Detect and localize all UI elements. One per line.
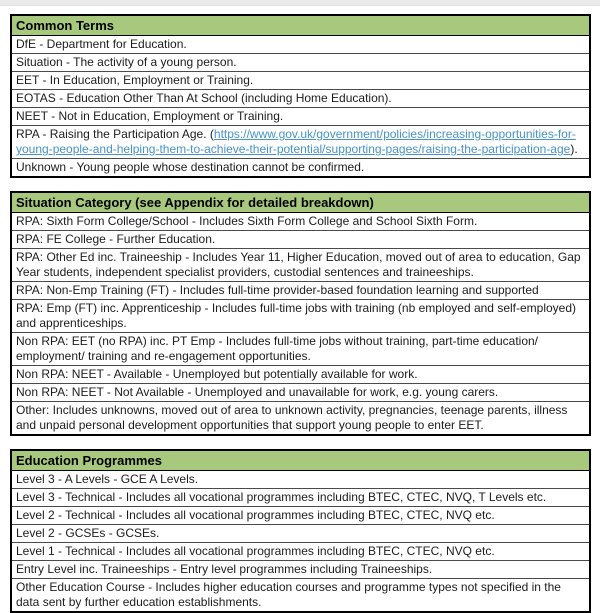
situation-category-header: Situation Category (see Appendix for detailed breakdown) — [12, 193, 589, 213]
table-row: Non RPA: NEET - Available - Unemployed but potentially available for work. — [12, 366, 589, 384]
table-row: RPA: Other Ed inc. Traineeship - Includes Year 11, Higher Education, moved out of area to education, Gap Year students, independent specialist providers, custodial sentences and traineeships. — [12, 249, 589, 282]
table-row: Non RPA: EET (no RPA) inc. PT Emp - Includes full-time jobs without training, part-time education/ employment/ training and re-engagement opportunities. — [12, 333, 589, 366]
situation-category-table — [10, 191, 591, 436]
table-row: Situation - The activity of a young person. — [12, 54, 589, 72]
table-row: Level 3 - Technical - Includes all vocational programmes including BTEC, CTEC, NVQ, T Levels etc. — [12, 489, 589, 507]
table-row: RPA: Sixth Form College/School - Includes Sixth Form College and School Sixth Form. — [12, 213, 589, 231]
table-row: Level 3 - A Levels - GCE A Levels. — [12, 471, 589, 489]
table-row: Level 1 - Technical - Includes all vocational programmes including BTEC, CTEC, NVQ etc. — [12, 543, 589, 561]
education-programmes-header: Education Programmes — [12, 451, 589, 471]
table-row: Other Education Course - Includes higher education courses and programme types not specified in the data sent by further education establishments. — [12, 579, 589, 611]
table-row: RPA: Emp (FT) inc. Apprenticeship - Includes full-time jobs with training (nb employed and self-employed) and apprenticeships. — [12, 300, 589, 333]
table-row: Unknown - Young people whose destination cannot be confirmed. — [12, 159, 589, 176]
table-row: Non RPA: NEET - Not Available - Unemployed and unavailable for work, e.g. young carers. — [12, 384, 589, 402]
table-row: DfE - Department for Education. — [12, 36, 589, 54]
table-row: NEET - Not in Education, Employment or Training. — [12, 108, 589, 126]
table-row: Entry Level inc. Traineeships - Entry level programmes including Traineeships. — [12, 561, 589, 579]
rpa-link-prefix: RPA - Raising the Participation Age. ( — [16, 127, 214, 141]
table-row: Other: Includes unknowns, moved out of area to unknown activity, pregnancies, teenage parents, illness and unpaid personal development opportunities that support young people to enter EET. — [12, 402, 589, 434]
table-row: RPA: Non-Emp Training (FT) - Includes full-time provider-based foundation learning and supported — [12, 282, 589, 300]
common-terms-table — [10, 14, 591, 178]
top-edge-strip — [0, 0, 600, 6]
table-row: RPA: FE College - Further Education. — [12, 231, 589, 249]
education-programmes-table — [10, 449, 591, 613]
table-row-rpa-link — [12, 126, 589, 159]
common-terms-header: Common Terms — [12, 16, 589, 36]
table-row: EOTAS - Education Other Than At School (including Home Education). — [12, 90, 589, 108]
table-row: EET - In Education, Employment or Training. — [12, 72, 589, 90]
table-row: Level 2 - GCSEs - GCSEs. — [12, 525, 589, 543]
rpa-hyperlink[interactable]: https://www.gov.uk/government/policies/increasing-opportunities-for-young-people-and-helping-them-to-achieve-their-potential/supporting-pages/raising-the-participation-age — [16, 127, 576, 156]
table-row: Level 2 - Technical - Includes all vocational programmes including BTEC, CTEC, NVQ etc. — [12, 507, 589, 525]
rpa-link-suffix: ). — [570, 142, 578, 156]
